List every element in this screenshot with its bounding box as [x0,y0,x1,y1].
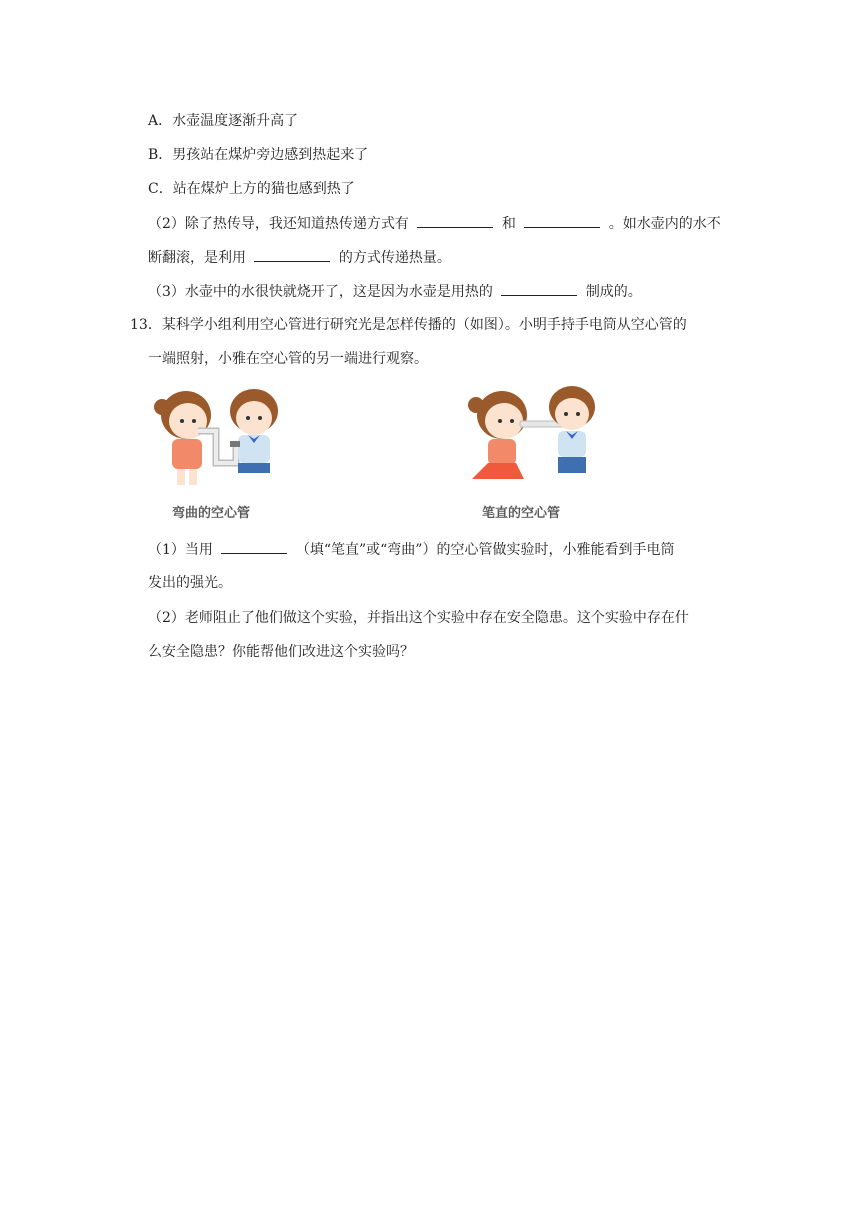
q13-stem-line2: 一端照射，小雅在空心管的另一端进行观察。 [148,351,428,367]
q13-p1-text1: （1）当用 [148,542,213,558]
answer-blank[interactable] [221,539,287,554]
q12-p2-text1: （2）除了热传导，我还知道热传递方式有 [148,216,409,232]
q12-option-b: B．男孩站在煤炉旁边感到热起来了 [148,147,369,163]
girl-shirt [172,439,202,469]
straight-tube-illustration [462,383,602,495]
girl-shirt [488,439,516,465]
answer-blank[interactable] [254,247,330,262]
q12-p2-text3: 。如水壶内的水不 [608,216,721,232]
girl-skirt [472,463,524,479]
boy-face [555,398,589,430]
q13-part1-line2: 发出的强光。 [148,575,232,591]
q13-stem-line1: 13．某科学小组利用空心管进行研究光是怎样传播的（如图）。小明手持手电筒从空心管的 [130,317,687,333]
girl-face [485,403,523,439]
boy-face [236,401,272,435]
q13-p1-text2: （填“笔直”或“弯曲”）的空心管做实验时，小雅能看到手电筒 [295,542,675,558]
flashlight [230,441,240,447]
q12-part2-line1 [148,213,721,234]
boy-pants [558,457,586,473]
boy-pants [238,463,270,473]
q12-part2-line2 [148,247,451,268]
q12-p3-text1: （3）水壶中的水很快就烧开了，这是因为水壶是用热的 [148,284,493,300]
boy-shirt [558,431,586,457]
caption-curved-tube: 弯曲的空心管 [172,506,251,521]
q13-part2-line2: 么安全隐患？你能帮他们改进这个实验吗？ [148,644,414,660]
answer-blank[interactable] [501,281,577,296]
q12-part3 [148,281,642,302]
q12-option-c: C．站在煤炉上方的猫也感到热了 [148,181,355,197]
q13-part1-line1 [148,539,674,560]
q12-option-a: A．水壶温度逐渐升高了 [148,113,299,129]
girl-ponytail [154,399,170,415]
q12-p2-line2-text2: 的方式传递热量。 [338,250,451,266]
q12-p2-line2-text1: 断翻滚，是利用 [148,250,246,266]
caption-straight-tube: 笔直的空心管 [482,506,561,521]
q12-p3-text2: 制成的。 [585,284,642,300]
curved-tube-illustration [150,385,290,495]
girl-ponytail [468,397,484,413]
q12-p2-text2: 和 [501,216,516,232]
q13-part2-line1: （2）老师阻止了他们做这个实验，并指出这个实验中存在安全隐患。这个实验中存在什 [148,610,689,626]
answer-blank[interactable] [417,213,493,228]
answer-blank[interactable] [524,213,600,228]
